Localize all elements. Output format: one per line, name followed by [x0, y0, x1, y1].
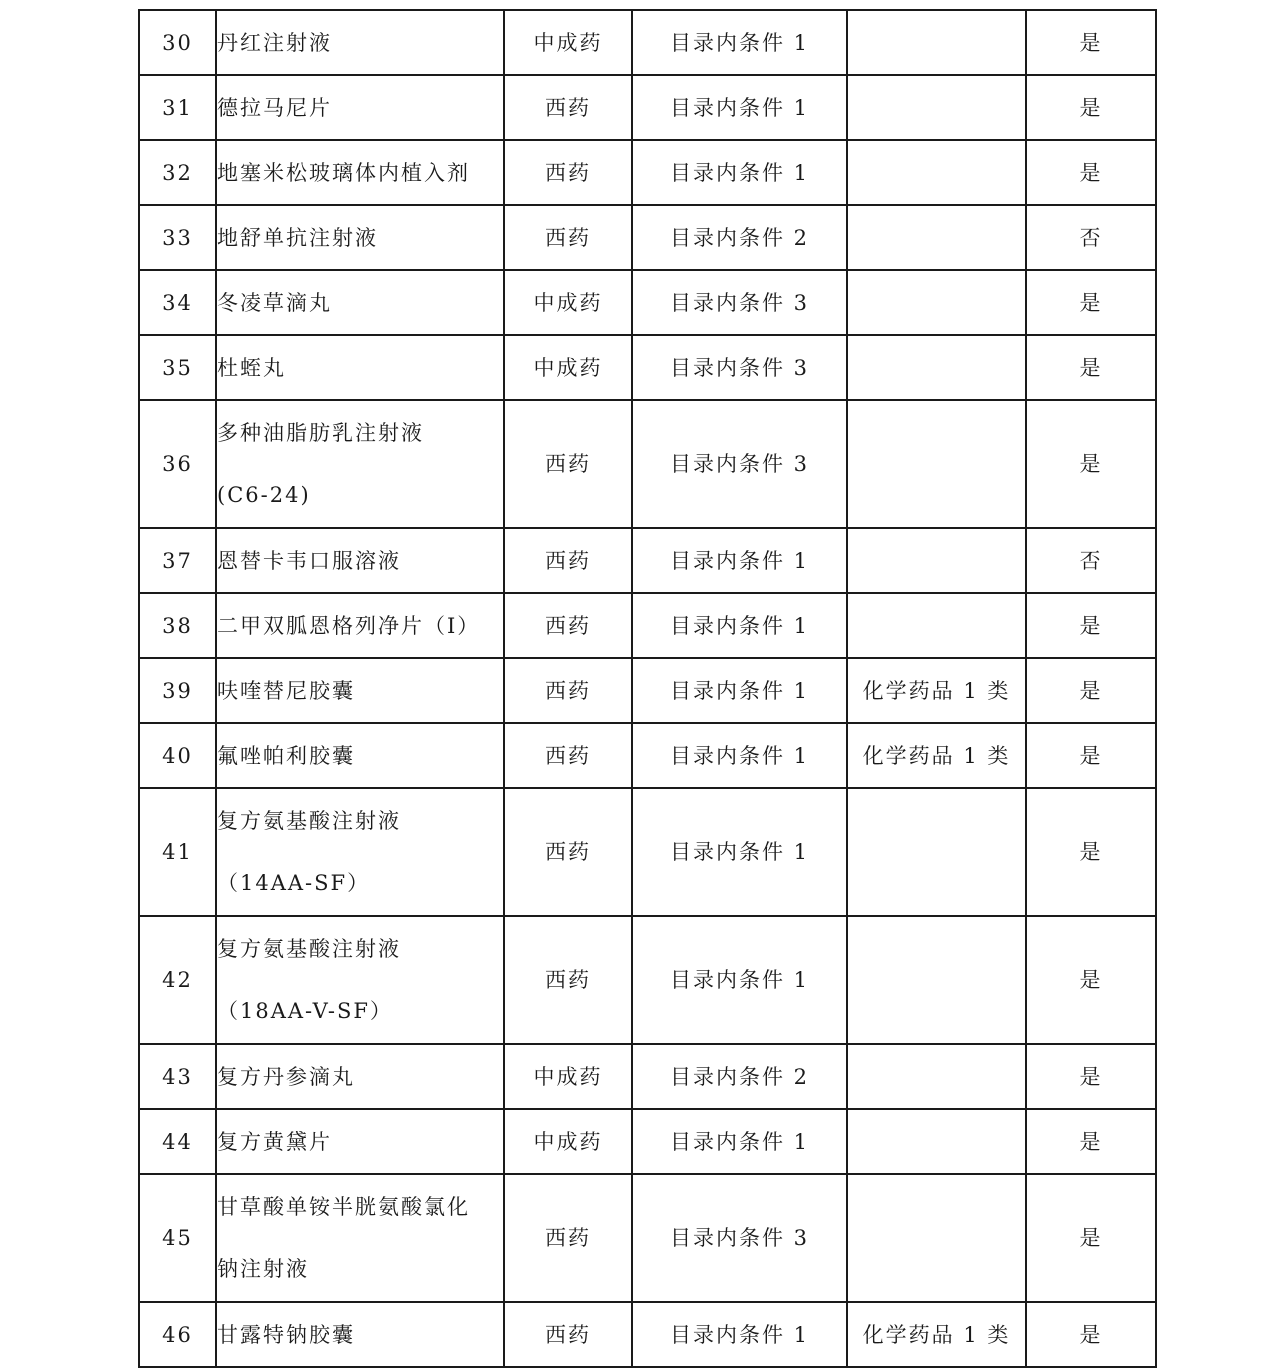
flag-cell: 是 [1026, 1044, 1156, 1109]
flag-cell: 是 [1026, 788, 1156, 916]
table-row [139, 205, 1156, 270]
drug-name-cell [216, 335, 504, 400]
table-row [139, 658, 1156, 723]
table-row [139, 270, 1156, 335]
drug-name-line: 杜蛭丸 [217, 355, 286, 380]
row-number-cell: 36 [139, 400, 216, 528]
drug-name-line: 复方氨基酸注射液 [217, 937, 401, 961]
row-number-cell: 37 [139, 528, 216, 593]
drug-type-cell: 西药 [504, 658, 632, 723]
row-number-cell: 42 [139, 916, 216, 1044]
row-number-cell: 40 [139, 723, 216, 788]
note-cell [847, 916, 1026, 1044]
drug-name-line: （18AA-V-SF） [217, 999, 393, 1023]
drug-name-cell [216, 658, 504, 723]
flag-cell: 是 [1026, 593, 1156, 658]
note-cell [847, 593, 1026, 658]
drug-name-line: 氟唑帕利胶囊 [217, 743, 355, 768]
drug-name-cell [216, 723, 504, 788]
drug-name-line: 甘露特钠胶囊 [217, 1322, 355, 1347]
flag-cell: 是 [1026, 1174, 1156, 1302]
row-number-cell: 31 [139, 75, 216, 140]
drug-name-line: 丹红注射液 [217, 30, 332, 55]
note-cell [847, 788, 1026, 916]
drug-type-cell: 西药 [504, 400, 632, 528]
row-number-cell: 43 [139, 1044, 216, 1109]
condition-cell: 目录内条件 1 [632, 723, 847, 788]
drug-name-line: 呋喹替尼胶囊 [217, 678, 355, 703]
row-number-cell: 45 [139, 1174, 216, 1302]
flag-cell: 是 [1026, 658, 1156, 723]
condition-cell: 目录内条件 1 [632, 658, 847, 723]
table-row [139, 916, 1156, 1044]
drug-name-line: 甘草酸单铵半胱氨酸氯化 [217, 1195, 470, 1219]
condition-cell: 目录内条件 1 [632, 75, 847, 140]
table-row [139, 1109, 1156, 1174]
row-number-cell: 46 [139, 1302, 216, 1367]
table-row [139, 75, 1156, 140]
note-cell [847, 75, 1026, 140]
drug-name-cell [216, 140, 504, 205]
drug-type-cell: 中成药 [504, 1109, 632, 1174]
drug-type-cell: 西药 [504, 1174, 632, 1302]
row-number-cell: 32 [139, 140, 216, 205]
flag-cell: 是 [1026, 916, 1156, 1044]
flag-cell: 是 [1026, 723, 1156, 788]
drug-name-cell [216, 788, 504, 916]
note-cell [847, 528, 1026, 593]
note-cell: 化学药品 1 类 [847, 658, 1026, 723]
table-row [139, 1044, 1156, 1109]
table-body [139, 10, 1156, 1367]
drug-type-cell: 西药 [504, 723, 632, 788]
table-row [139, 335, 1156, 400]
drug-type-cell: 西药 [504, 140, 632, 205]
drug-name-cell [216, 1109, 504, 1174]
drug-name-line: （14AA-SF） [217, 871, 371, 895]
drug-name-cell [216, 916, 504, 1044]
flag-cell: 否 [1026, 205, 1156, 270]
condition-cell: 目录内条件 3 [632, 270, 847, 335]
note-cell [847, 1174, 1026, 1302]
drug-type-cell: 西药 [504, 205, 632, 270]
drug-name-cell [216, 593, 504, 658]
table-row [139, 593, 1156, 658]
drug-name-line: 冬凌草滴丸 [217, 290, 332, 315]
drug-type-cell: 西药 [504, 788, 632, 916]
drug-name-line: 地塞米松玻璃体内植入剂 [217, 160, 470, 185]
row-number-cell: 41 [139, 788, 216, 916]
drug-type-cell: 中成药 [504, 335, 632, 400]
condition-cell: 目录内条件 1 [632, 10, 847, 75]
note-cell [847, 400, 1026, 528]
flag-cell: 是 [1026, 140, 1156, 205]
drug-type-cell: 西药 [504, 528, 632, 593]
drug-name-line: 德拉马尼片 [217, 95, 332, 120]
drug-name-line: 复方氨基酸注射液 [217, 809, 401, 833]
table-row [139, 723, 1156, 788]
table-row [139, 788, 1156, 916]
row-number-cell: 33 [139, 205, 216, 270]
drug-name-cell [216, 400, 504, 528]
condition-cell: 目录内条件 1 [632, 1109, 847, 1174]
drug-name-cell [216, 528, 504, 593]
drug-name-cell [216, 75, 504, 140]
table-row [139, 1174, 1156, 1302]
condition-cell: 目录内条件 3 [632, 335, 847, 400]
note-cell [847, 205, 1026, 270]
drug-name-cell [216, 205, 504, 270]
flag-cell: 是 [1026, 1109, 1156, 1174]
drug-type-cell: 中成药 [504, 10, 632, 75]
row-number-cell: 30 [139, 10, 216, 75]
drug-name-line: 复方丹参滴丸 [217, 1064, 355, 1089]
note-cell [847, 1044, 1026, 1109]
condition-cell: 目录内条件 1 [632, 1302, 847, 1367]
row-number-cell: 35 [139, 335, 216, 400]
note-cell: 化学药品 1 类 [847, 1302, 1026, 1367]
drug-name-line: 复方黄黛片 [217, 1129, 332, 1154]
condition-cell: 目录内条件 1 [632, 528, 847, 593]
row-number-cell: 39 [139, 658, 216, 723]
flag-cell: 是 [1026, 10, 1156, 75]
drug-name-line: 地舒单抗注射液 [217, 225, 378, 250]
drug-type-cell: 西药 [504, 916, 632, 1044]
note-cell [847, 335, 1026, 400]
drug-type-cell: 中成药 [504, 270, 632, 335]
drug-name-cell [216, 1174, 504, 1302]
condition-cell: 目录内条件 2 [632, 205, 847, 270]
drug-list-table [138, 9, 1157, 1368]
condition-cell: 目录内条件 3 [632, 1174, 847, 1302]
row-number-cell: 38 [139, 593, 216, 658]
note-cell [847, 140, 1026, 205]
condition-cell: 目录内条件 1 [632, 593, 847, 658]
condition-cell: 目录内条件 1 [632, 140, 847, 205]
table-row [139, 1302, 1156, 1367]
condition-cell: 目录内条件 3 [632, 400, 847, 528]
drug-name-cell [216, 270, 504, 335]
note-cell: 化学药品 1 类 [847, 723, 1026, 788]
table-row [139, 140, 1156, 205]
flag-cell: 是 [1026, 1302, 1156, 1367]
note-cell [847, 10, 1026, 75]
condition-cell: 目录内条件 2 [632, 1044, 847, 1109]
drug-name-cell [216, 1302, 504, 1367]
flag-cell: 是 [1026, 335, 1156, 400]
drug-name-line: 二甲双胍恩格列净片（Ⅰ） [217, 613, 481, 638]
drug-name-line: (C6-24) [217, 483, 311, 507]
table-row [139, 400, 1156, 528]
table-row [139, 10, 1156, 75]
flag-cell: 是 [1026, 270, 1156, 335]
drug-type-cell: 西药 [504, 1302, 632, 1367]
drug-type-cell: 西药 [504, 593, 632, 658]
note-cell [847, 1109, 1026, 1174]
drug-name-line: 恩替卡韦口服溶液 [217, 548, 401, 573]
drug-type-cell: 中成药 [504, 1044, 632, 1109]
flag-cell: 是 [1026, 75, 1156, 140]
drug-type-cell: 西药 [504, 75, 632, 140]
note-cell [847, 270, 1026, 335]
condition-cell: 目录内条件 1 [632, 788, 847, 916]
flag-cell: 是 [1026, 400, 1156, 528]
drug-name-cell [216, 1044, 504, 1109]
flag-cell: 否 [1026, 528, 1156, 593]
drug-name-line: 钠注射液 [217, 1257, 309, 1281]
drug-name-line: 多种油脂肪乳注射液 [217, 421, 424, 445]
table-row [139, 528, 1156, 593]
drug-name-cell [216, 10, 504, 75]
condition-cell: 目录内条件 1 [632, 916, 847, 1044]
row-number-cell: 44 [139, 1109, 216, 1174]
row-number-cell: 34 [139, 270, 216, 335]
